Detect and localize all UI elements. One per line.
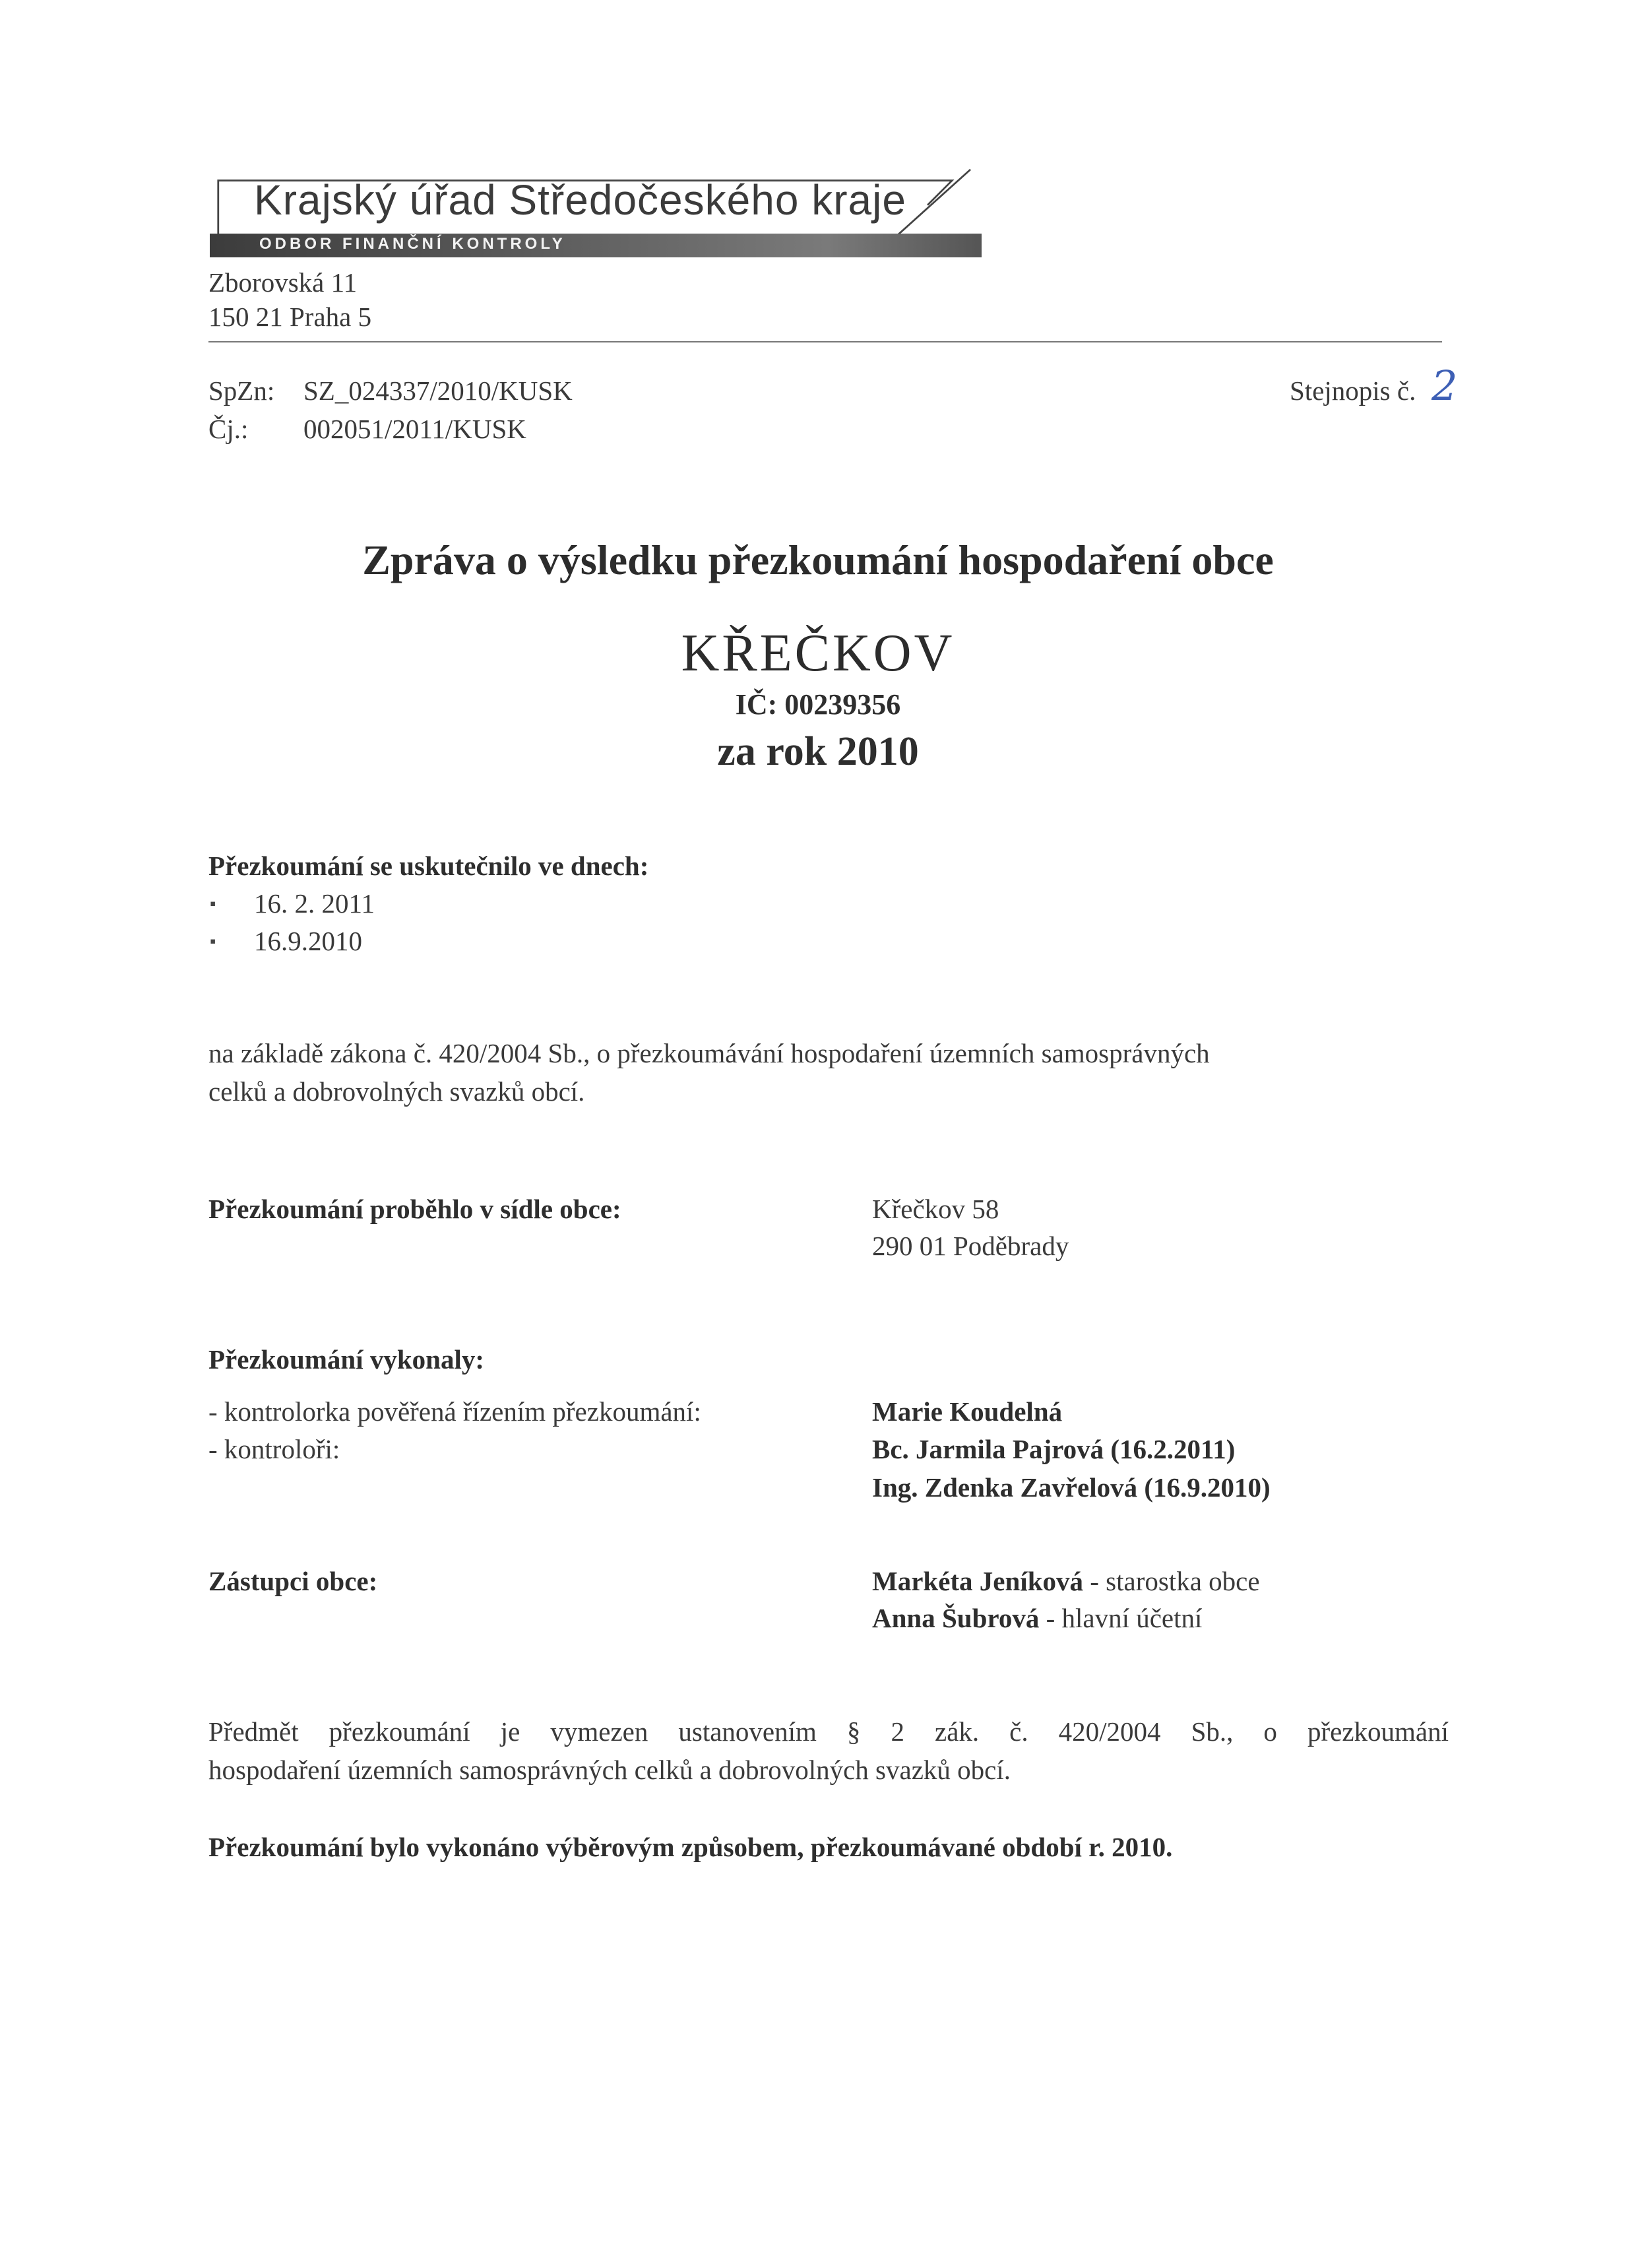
office-name: Krajský úřad Středočeského kraje <box>254 176 906 224</box>
inspector-name: Ing. Zdenka Zavřelová (16.9.2010) <box>872 1472 1271 1503</box>
report-year: za rok 2010 <box>717 729 919 774</box>
bullet-icon: ▪ <box>210 932 216 951</box>
municipality-name: KŘEČKOV <box>681 624 955 682</box>
bullet-icon: ▪ <box>210 894 216 913</box>
role-inspectors: - kontroloři: <box>208 1434 340 1464</box>
copy-label: Stejnopis č. <box>1290 375 1416 406</box>
subject-line2: hospodaření územních samosprávných celků a dobrovolných svazků obcí. <box>208 1755 1011 1785</box>
representative-2 <box>872 1602 1202 1635</box>
lead-inspector-name: Marie Koudelná <box>872 1396 1063 1427</box>
copy-number-handwritten: 2 <box>1432 362 1458 410</box>
representative-name: Anna Šubrová <box>872 1603 1040 1633</box>
office-street: Zborovská 11 <box>208 267 358 298</box>
representative-role: - hlavní účetní <box>1039 1603 1203 1633</box>
location-label: Přezkoumání proběhlo v sídle obce: <box>208 1194 621 1224</box>
spzn-value: SZ_024337/2010/KUSK <box>303 375 573 406</box>
representative-name: Markéta Jeníková <box>872 1566 1083 1596</box>
date-item: 16. 2. 2011 <box>254 888 375 919</box>
representatives-label: Zástupci obce: <box>208 1566 378 1596</box>
legal-basis-line1: na základě zákona č. 420/2004 Sb., o přezkoumávání hospodaření územních samosprávných <box>208 1038 1210 1068</box>
inspector-name: Bc. Jarmila Pajrová (16.2.2011) <box>872 1434 1236 1464</box>
location-address-line1: Křečkov 58 <box>872 1194 999 1224</box>
spzn-label: SpZn: <box>208 375 275 406</box>
subject-line1: Předmět přezkoumání je vymezen ustanovením § 2 zák. č. 420/2004 Sb., o přezkoumání <box>208 1716 1449 1747</box>
representative-1 <box>872 1565 1260 1598</box>
department-name: ODBOR FINANČNÍ KONTROLY <box>259 235 566 253</box>
cj-label: Čj.: <box>208 414 249 444</box>
representative-role: - starostka obce <box>1083 1566 1260 1596</box>
performed-by-heading: Přezkoumání vykonaly: <box>208 1344 484 1375</box>
legal-basis-line2: celků a dobrovolných svazků obcí. <box>208 1076 585 1107</box>
location-address-line2: 290 01 Poděbrady <box>872 1231 1069 1261</box>
cj-value: 002051/2011/KUSK <box>303 414 526 444</box>
role-lead-inspector: - kontrolorka pověřená řízením přezkoumání: <box>208 1396 701 1427</box>
header-divider <box>208 341 1442 342</box>
dates-heading: Přezkoumání se uskutečnilo ve dnech: <box>208 851 649 881</box>
conclusion: Přezkoumání bylo vykonáno výběrovým způsobem, přezkoumávané období r. 2010. <box>208 1832 1173 1862</box>
office-city: 150 21 Praha 5 <box>208 302 372 332</box>
municipality-ic: IČ: 00239356 <box>735 688 901 721</box>
date-item: 16.9.2010 <box>254 926 362 956</box>
report-title: Zpráva o výsledku přezkoumání hospodaření obce <box>362 536 1274 583</box>
